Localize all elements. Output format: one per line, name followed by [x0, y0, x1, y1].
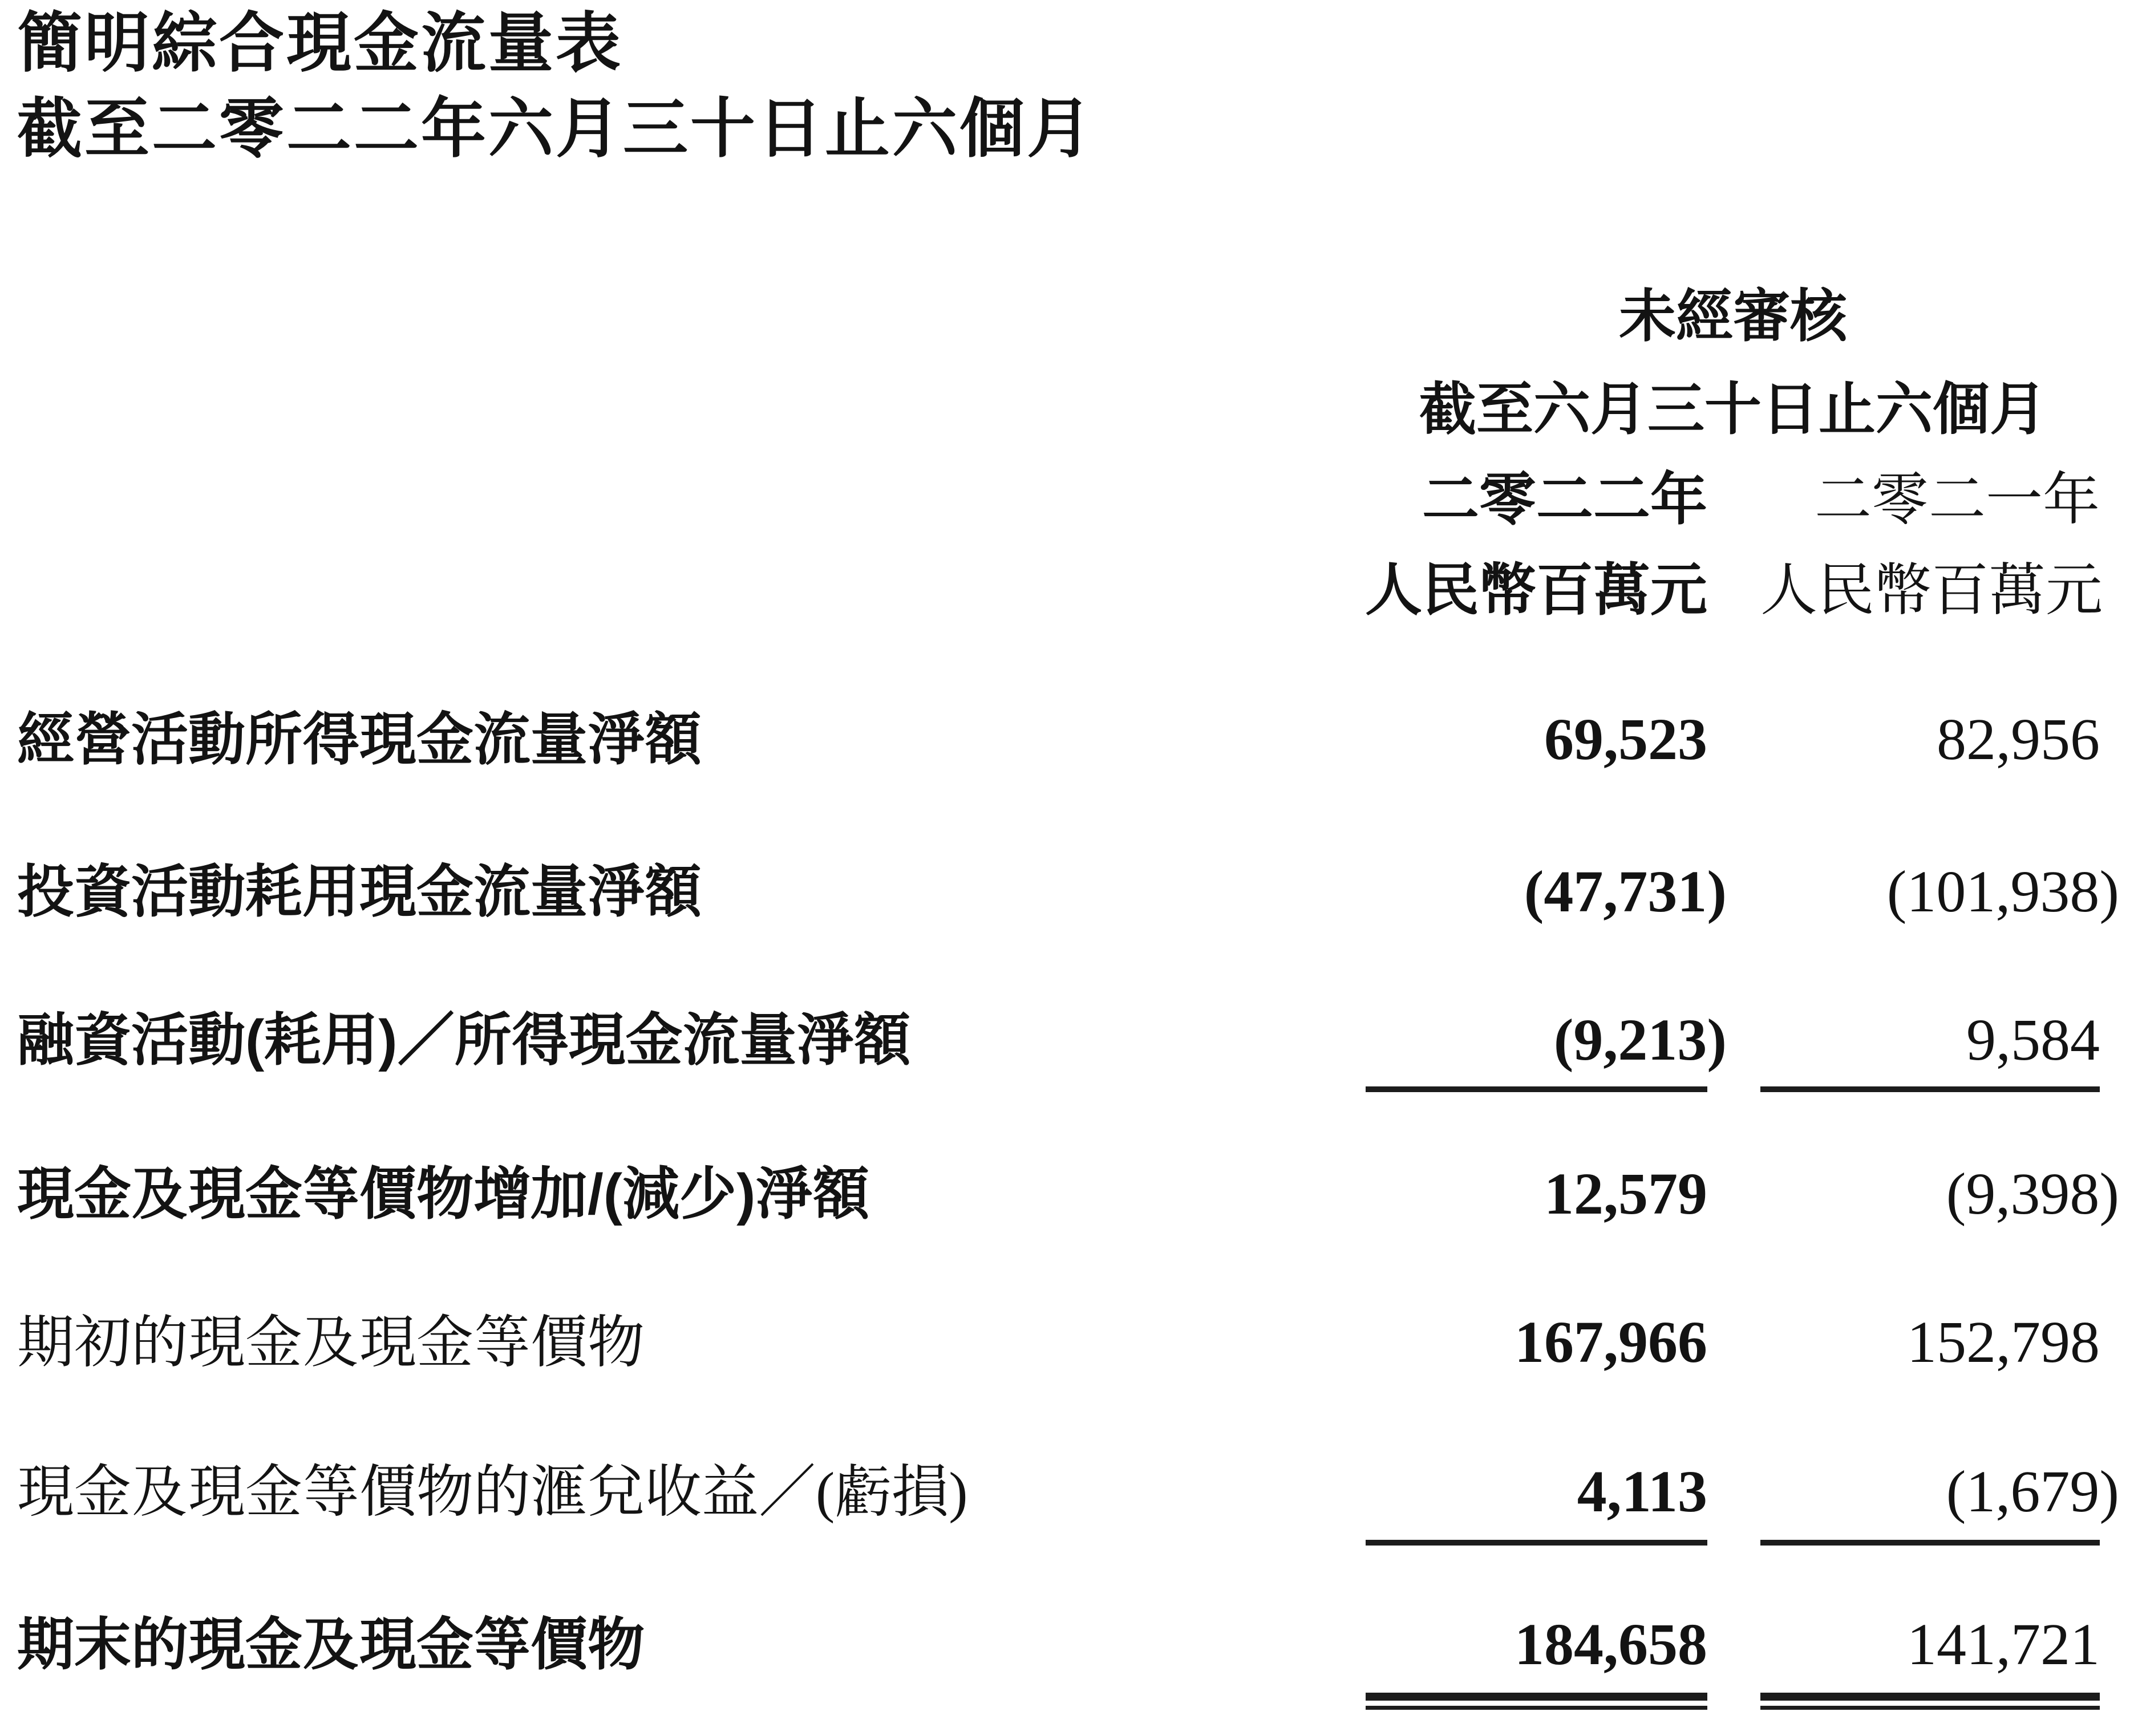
subtotal-rule-2021	[1760, 1086, 2100, 1092]
row-label: 融資活動(耗用)／所得現金流量淨額	[17, 1008, 911, 1072]
subtotal-rule-2021	[1760, 1540, 2100, 1546]
header-unit-row	[17, 558, 2103, 622]
value-2022: (9,213)	[1553, 1007, 1727, 1073]
value-2021: (9,398)	[1946, 1161, 2119, 1227]
value-2022: 184,658	[1515, 1612, 1707, 1677]
value-2021: 152,798	[1907, 1309, 2100, 1375]
page-title: 簡明綜合現金流量表	[17, 7, 623, 80]
value-2022: 167,966	[1515, 1309, 1707, 1375]
table-row-operating	[17, 707, 2100, 772]
row-label: 現金及現金等價物增加/(減少)淨額	[17, 1162, 870, 1226]
row-label: 現金及現金等價物的滙兌收益／(虧損)	[17, 1461, 968, 1524]
value-2021: (101,938)	[1886, 859, 2119, 924]
subtotal-rule-2022	[1366, 1086, 1707, 1092]
grand-total-double-rule-2021	[1760, 1693, 2100, 1710]
value-2021: 9,584	[1966, 1007, 2100, 1073]
header-unit-2022: 人民幣百萬元	[1365, 558, 1707, 622]
value-2022: 4,113	[1577, 1459, 1707, 1524]
header-year-2021: 二零二一年	[1815, 468, 2100, 532]
page-subtitle: 截至二零二二年六月三十日止六個月	[17, 93, 1095, 165]
table-row-exchange-gain	[17, 1459, 2119, 1524]
value-2022: (47,731)	[1524, 859, 1727, 924]
row-label: 經營活動所得現金流量淨額	[17, 708, 702, 772]
value-2021: 82,956	[1937, 707, 2100, 772]
value-2022: 69,523	[1544, 707, 1707, 772]
table-row-net-change	[17, 1161, 2119, 1227]
header-year-row	[17, 468, 2100, 532]
value-2021: (1,679)	[1946, 1459, 2119, 1524]
table-row-financing	[17, 1007, 2100, 1073]
header-unaudited: 未經審核	[1619, 285, 1847, 348]
table-row-beginning-cash	[17, 1309, 2100, 1375]
subtotal-rule-2022	[1366, 1540, 1707, 1546]
header-year-2022: 二零二二年	[1422, 468, 1707, 532]
row-label: 期末的現金及現金等價物	[17, 1613, 645, 1677]
table-row-ending-cash	[17, 1612, 2100, 1677]
row-label: 投資活動耗用現金流量淨額	[17, 860, 702, 924]
grand-total-double-rule-2022	[1366, 1693, 1707, 1710]
value-2022: 12,579	[1544, 1161, 1707, 1227]
header-period: 截至六月三十日止六個月	[1419, 378, 2047, 441]
header-unit-2021: 人民幣百萬元	[1760, 559, 2103, 622]
table-row-investing	[17, 859, 2119, 924]
row-label: 期初的現金及現金等價物	[17, 1311, 645, 1374]
value-2021: 141,721	[1907, 1612, 2100, 1677]
